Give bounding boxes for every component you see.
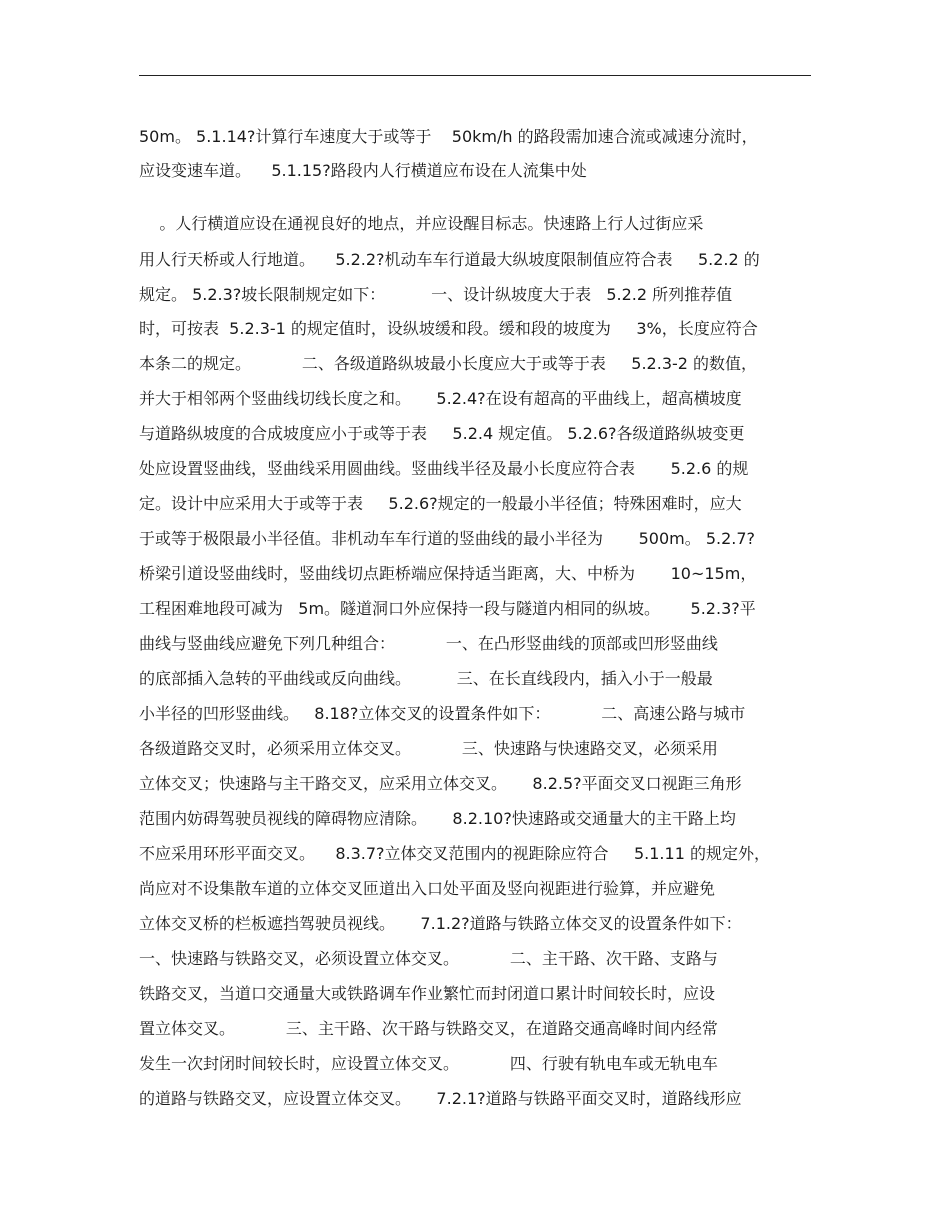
- text-line: 应设变速车道。 5.1.15?路段内人行横道应布设在人流集中处: [139, 161, 587, 180]
- text-line: 一、快速路与铁路交叉，必须设置立体交叉。 二、主干路、次干路、支路与: [139, 949, 718, 968]
- text-line: 并大于相邻两个竖曲线切线长度之和。 5.2.4?在设有超高的平曲线上，超高横坡度: [139, 389, 742, 408]
- text-line: 发生一次封闭时间较长时，应设置立体交叉。 四、行驶有轨电车或无轨电车: [139, 1054, 718, 1073]
- text-line: 范围内妨碍驾驶员视线的障碍物应清除。 8.2.10?快速路或交通量大的主干路上均: [139, 809, 736, 828]
- text-line: 的道路与铁路交叉，应设置立体交叉。 7.2.1?道路与铁路平面交叉时，道路线形应: [139, 1089, 742, 1108]
- text-line: 50m。 5.1.14?计算行车速度大于或等于 50km/h 的路段需加速合流或减速分流时，: [139, 127, 758, 146]
- text-line: 小半径的凹形竖曲线。 8.18?立体交叉的设置条件如下： 二、高速公路与城市: [139, 704, 746, 723]
- text-line: 立体交叉；快速路与主干路交叉，应采用立体交叉。 8.2.5?平面交叉口视距三角形: [139, 774, 742, 793]
- text-line: 时，可按表 5.2.3-1 的规定值时，设纵坡缓和段。缓和段的坡度为 3%，长度应符合: [139, 319, 758, 338]
- text-line: 不应采用环形平面交叉。 8.3.7?立体交叉范围内的视距除应符合 5.1.11 的规定外，: [139, 844, 770, 863]
- text-line: 曲线与竖曲线应避免下列几种组合： 一、在凸形竖曲线的顶部或凹形竖曲线: [139, 634, 718, 653]
- text-line: 置立体交叉。 三、主干路、次干路与铁路交叉，在道路交通高峰时间内经常: [139, 1019, 718, 1038]
- text-line: 的底部插入急转的平曲线或反向曲线。 三、在长直线段内，插入小于一般最: [139, 669, 713, 688]
- text-line: 桥梁引道设竖曲线时，竖曲线切点距桥端应保持适当距离，大、中桥为 10~15m，: [139, 564, 757, 583]
- text-line: 规定。 5.2.3?坡长限制规定如下： 一、设计纵坡度大于表 5.2.2 所列推荐值: [139, 285, 733, 304]
- text-line: 用人行天桥或人行地道。 5.2.2?机动车车行道最大纵坡度限制值应符合表 5.2.2 的: [139, 250, 760, 269]
- text-line: 立体交叉桥的栏板遮挡驾驶员视线。 7.1.2?道路与铁路立体交叉的设置条件如下：: [139, 914, 742, 933]
- text-line: 铁路交叉，当道口交通量大或铁路调车作业繁忙而封闭道口累计时间较长时，应设: [139, 984, 716, 1003]
- text-line: 于或等于极限最小半径值。非机动车车行道的竖曲线的最小半径为 500m。 5.2.7?: [139, 529, 756, 548]
- text-line: 工程困难地段可减为 5m。隧道洞口外应保持一段与隧道内相同的纵坡。 5.2.3?平: [139, 599, 756, 618]
- text-line: 与道路纵坡度的合成坡度应小于或等于表 5.2.4 规定值。 5.2.6?各级道路纵坡变更: [139, 424, 745, 443]
- text-line: 各级道路交叉时，必须采用立体交叉。 三、快速路与快速路交叉，必须采用: [139, 739, 718, 758]
- header-rule: [139, 75, 811, 76]
- text-line: 定。设计中应采用大于或等于表 5.2.6?规定的一般最小半径值；特殊困难时，应大: [139, 494, 742, 513]
- text-line: 本条二的规定。 二、各级道路纵坡最小长度应大于或等于表 5.2.3-2 的数值，: [139, 354, 758, 373]
- text-line: 处应设置竖曲线，竖曲线采用圆曲线。竖曲线半径及最小长度应符合表 5.2.6 的规: [139, 459, 749, 478]
- text-line: 。人行横道应设在通视良好的地点，并应设醒目标志。快速路上行人过街应采: [139, 214, 704, 233]
- text-line: 尚应对不设集散车道的立体交叉匝道出入口处平面及竖向视距进行验算，并应避免: [139, 879, 716, 898]
